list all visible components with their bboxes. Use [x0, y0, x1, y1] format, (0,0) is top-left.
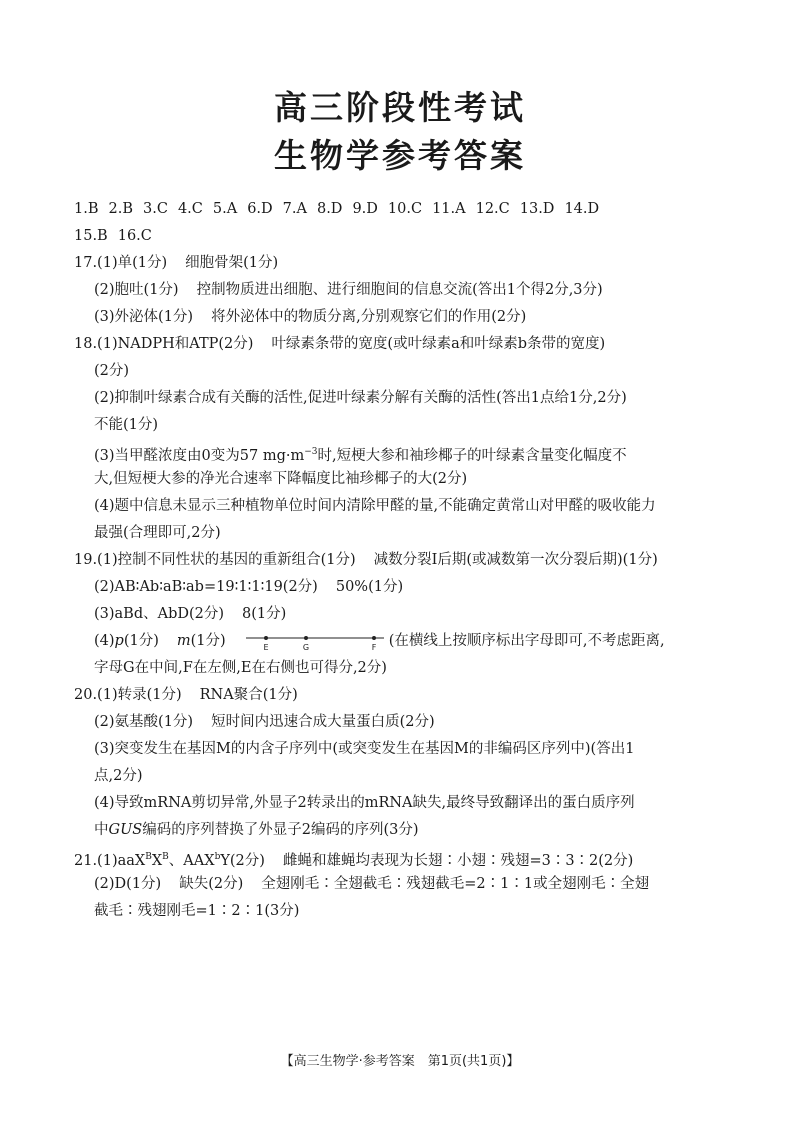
segment-label-e: E	[263, 643, 269, 652]
mc-answer: 12.C	[475, 201, 510, 217]
q19-line5: 字母G在中间,F在左侧,E在右侧也可得分,2分)	[94, 660, 387, 676]
q20-line6: 中GUS编码的序列替换了外显子2编码的序列(3分)	[94, 822, 419, 838]
q19-line1: 19.(1)控制不同性状的基因的重新组合(1分) 减数分裂I后期(或减数第一次分裂后期)(1分)	[74, 552, 658, 568]
q18-line3: (2)抑制叶绿素合成有关酶的活性,促进叶绿素分解有关酶的活性(答出1点给1分,2分)	[94, 390, 627, 406]
mc-answer: 10.C	[387, 201, 423, 217]
segment-label-g: G	[302, 643, 309, 652]
q21-line2: (2)D(1分) 缺失(2分) 全翅刚毛∶全翅截毛∶残翅截毛=2∶1∶1或全翅刚毛∶全翅	[94, 876, 650, 892]
q19-line3: (3)aBd、AbD(2分) 8(1分)	[94, 606, 287, 622]
q18-line5: (3)当甲醛浓度由0变为57 $mg\cdot m^{-3}$时,短梗大参和袖珍椰子的叶绿素含量变化幅度不	[94, 447, 627, 464]
mc-answer: 3.C	[143, 201, 168, 217]
exam-title: 高三阶段性考试	[274, 88, 526, 127]
mc-answer: 5.A	[212, 201, 238, 217]
q17-line2: (2)胞吐(1分) 控制物质进出细胞、进行细胞间的信息交流(答出1个得2分,3分)	[94, 282, 603, 298]
q21-line3: 截毛∶残翅刚毛=1∶2∶1(3分)	[94, 903, 300, 919]
mc-answers-row2	[74, 223, 734, 250]
page-footer: 【高三生物学·参考答案 第1页(共1页)】	[280, 1054, 520, 1069]
mc-answer: 2.B	[108, 201, 133, 217]
q21-line1: $21.(1)aaX^BX^B$、AAX$^b$Y(2分) 雌蝇和雄蝇均表现为长翅∶小翅∶残翅=3∶3∶2(2分)	[74, 852, 634, 869]
q17-line1: 17.(1)单(1分) 细胞骨架(1分)	[74, 255, 279, 271]
q18-line1: 18.(1)NADPH和ATP(2分) 叶绿素条带的宽度(或叶绿素a和叶绿素b条带的宽度)	[74, 336, 606, 352]
mc-answer: 16.C	[117, 228, 152, 244]
mc-answers-row1	[74, 196, 734, 223]
answer-key-title: 生物学参考答案	[274, 136, 526, 175]
mc-answer: 14.D	[564, 201, 600, 217]
segment-label-f: F	[371, 643, 376, 652]
q18-line4: 不能(1分)	[94, 417, 159, 433]
q18-line6: 大,但短梗大参的净光合速率下降幅度比袖珍椰子的大(2分)	[94, 471, 468, 487]
mc-answer: 7.A	[282, 201, 307, 217]
q18-line2: (2分)	[94, 363, 130, 379]
q18-line7: (4)题中信息未显示三种植物单位时间内清除甲醛的量,不能确定黄常山对甲醛的吸收能力	[94, 498, 656, 514]
mc-answer: 9.D	[352, 201, 378, 217]
q19-line4: (4)p(1分) m(1分) E G F (在横线上按顺序标出字母即可,不考虑距离,	[74, 628, 734, 655]
q20-line2: (2)氨基酸(1分) 短时间内迅速合成大量蛋白质(2分)	[94, 714, 435, 730]
q19-line2: (2)AB∶Ab∶aB∶ab=19∶1∶1∶19(2分) 50%(1分)	[94, 579, 404, 595]
mc-answer: 4.C	[177, 201, 203, 217]
gene-order-segment	[244, 630, 389, 652]
q17-line3: (3)外泌体(1分) 将外泌体中的物质分离,分别观察它们的作用(2分)	[94, 309, 527, 325]
q18-line8: 最强(合理即可,2分)	[94, 525, 221, 541]
q20-line5: (4)导致mRNA剪切异常,外显子2转录出的mRNA缺失,最终导致翻译出的蛋白质序列	[94, 795, 635, 811]
mc-answer: 1.B	[74, 201, 99, 217]
mc-answer: 15.B	[74, 228, 108, 244]
q20-line1: 20.(1)转录(1分) RNA聚合(1分)	[74, 687, 298, 703]
mc-answer: 8.D	[316, 201, 343, 217]
q20-line3: (3)突变发生在基因M的内含子序列中(或突变发生在基因M的非编码区序列中)(答出1	[94, 741, 635, 757]
q20-line4: 点,2分)	[94, 768, 143, 784]
mc-answer: 11.A	[432, 201, 466, 217]
mc-answer: 6.D	[247, 201, 273, 217]
answer-body	[74, 196, 734, 925]
mc-answer: 13.D	[519, 201, 555, 217]
